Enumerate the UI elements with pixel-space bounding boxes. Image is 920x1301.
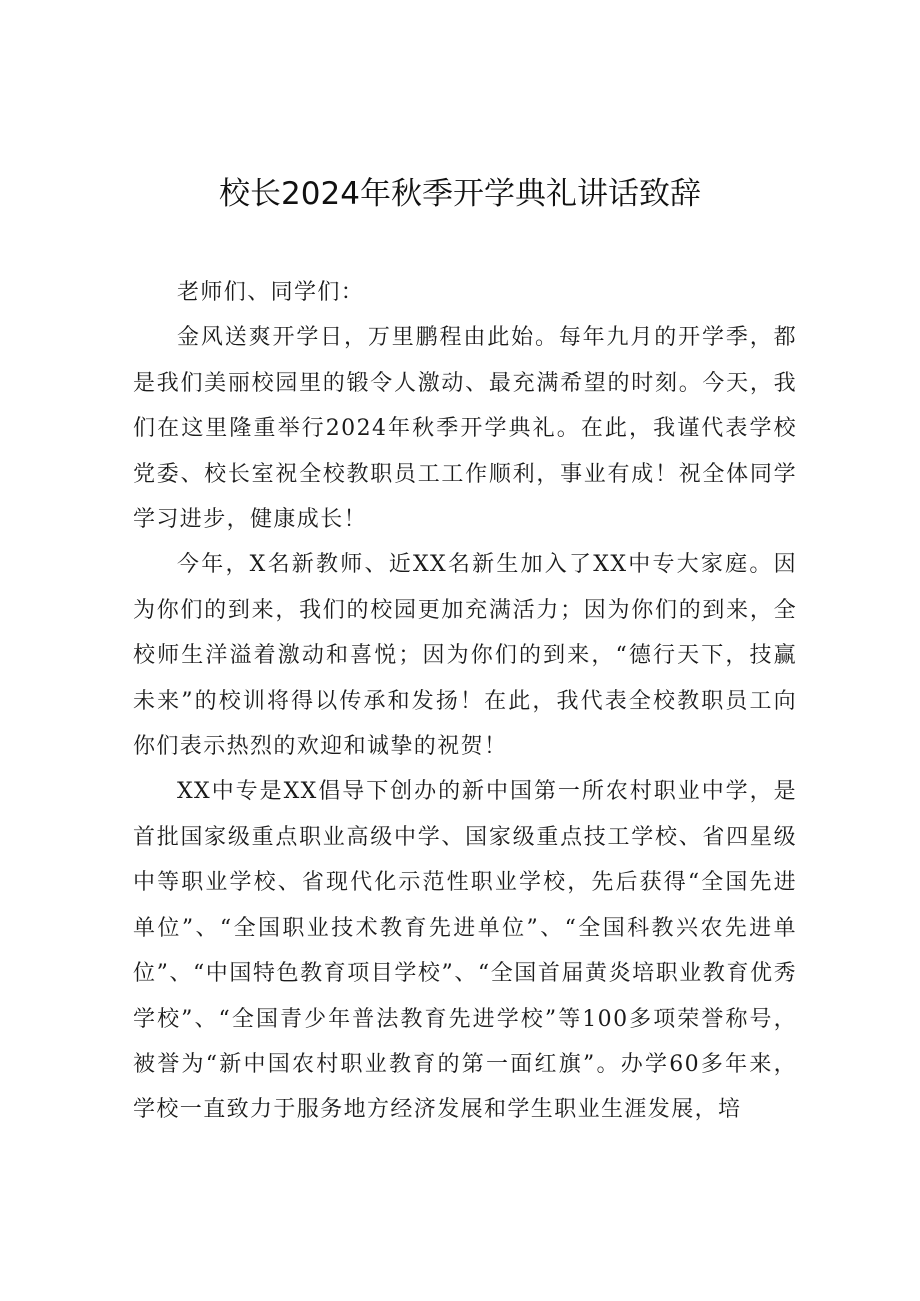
document-body [133,270,797,1133]
document-title: 校长2024年秋季开学典礼讲话致辞 [219,176,701,212]
salutation: 老师们、同学们： [177,280,365,305]
paragraph-opening: 金风送爽开学日，万里鹏程由此始。每年九月的开学季，都是我们美丽校园里的锻令人激动、最充满希望的时刻。今天，我们在这里隆重举行2024年秋季开学典礼。在此，我谨代表学校党委、校长室祝全校教职员工工作顺利，事业有成！祝全体同学学习进步，健康成长！ [133,325,797,533]
paragraph-welcome: 今年，X名新教师、近XX名新生加入了XX中专大家庭。因为你们的到来，我们的校园更加充满活力；因为你们的到来，全校师生洋溢着激动和喜悦；因为你们的到来，“德行天下，技赢未来”的校训将得以传承和发扬！在此，我代表全校教职员工向你们表示热烈的欢迎和诚挚的祝贺！ [133,552,797,760]
paragraph-school-history: XX中专是XX倡导下创办的新中国第一所农村职业中学，是首批国家级重点职业高级中学、国家级重点技工学校、省四星级中等职业学校、省现代化示范性职业学校，先后获得“全国先进单位”、“全国职业技术教育先进单位”、“全国科教兴农先进单位”、“中国特色教育项目学校”、“全国首届黄炎培职业教育优秀学校”、“全国青少年普法教育先进学校”等100多项荣誉称号，被誉为“新中国农村职业教育的第一面红旗”。办学60多年来，学校一直致力于服务地方经济发展和学生职业生涯发展，培 [133,779,797,1123]
